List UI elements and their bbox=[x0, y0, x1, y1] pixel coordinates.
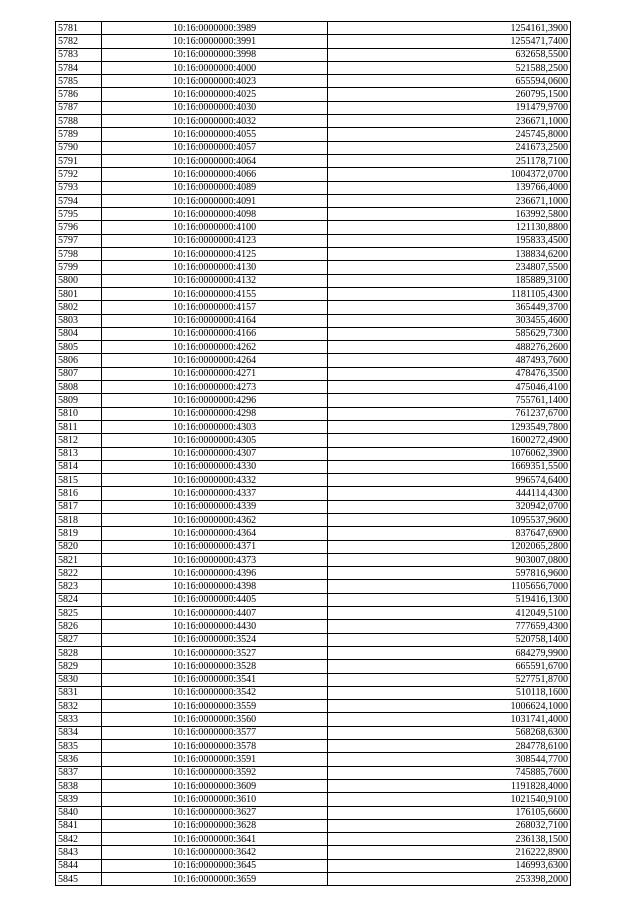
row-number-cell: 5832 bbox=[56, 700, 102, 713]
row-number-cell: 5829 bbox=[56, 660, 102, 673]
row-number-cell: 5819 bbox=[56, 527, 102, 540]
table-row bbox=[56, 513, 571, 526]
cadastral-number-cell: 10:16:0000000:3592 bbox=[102, 766, 328, 779]
table-row bbox=[56, 779, 571, 792]
cadastral-number-cell: 10:16:0000000:4330 bbox=[102, 460, 328, 473]
table-row bbox=[56, 381, 571, 394]
cadastral-number-cell: 10:16:0000000:4339 bbox=[102, 500, 328, 513]
table-row bbox=[56, 248, 571, 261]
table-row bbox=[56, 873, 571, 886]
table-row bbox=[56, 527, 571, 540]
row-number-cell: 5823 bbox=[56, 580, 102, 593]
amount-cell: 268032,7100 bbox=[328, 819, 571, 832]
amount-cell: 251178,7100 bbox=[328, 154, 571, 167]
amount-cell: 488276,2600 bbox=[328, 341, 571, 354]
cadastral-number-cell: 10:16:0000000:3609 bbox=[102, 779, 328, 792]
row-number-cell: 5792 bbox=[56, 168, 102, 181]
cadastral-number-cell: 10:16:0000000:4025 bbox=[102, 88, 328, 101]
data-table bbox=[55, 21, 571, 886]
row-number-cell: 5831 bbox=[56, 686, 102, 699]
row-number-cell: 5802 bbox=[56, 301, 102, 314]
row-number-cell: 5794 bbox=[56, 194, 102, 207]
table-row bbox=[56, 367, 571, 380]
cadastral-number-cell: 10:16:0000000:3989 bbox=[102, 22, 328, 35]
row-number-cell: 5817 bbox=[56, 500, 102, 513]
cadastral-number-cell: 10:16:0000000:4396 bbox=[102, 567, 328, 580]
table-row bbox=[56, 833, 571, 846]
table-row bbox=[56, 726, 571, 739]
amount-cell: 837647,6900 bbox=[328, 527, 571, 540]
row-number-cell: 5798 bbox=[56, 248, 102, 261]
row-number-cell: 5818 bbox=[56, 513, 102, 526]
table-row bbox=[56, 327, 571, 340]
cadastral-number-cell: 10:16:0000000:4307 bbox=[102, 447, 328, 460]
amount-cell: 308544,7700 bbox=[328, 753, 571, 766]
amount-cell: 510118,1600 bbox=[328, 686, 571, 699]
cadastral-number-cell: 10:16:0000000:4262 bbox=[102, 341, 328, 354]
amount-cell: 632658,5500 bbox=[328, 48, 571, 61]
amount-cell: 1031741,4000 bbox=[328, 713, 571, 726]
row-number-cell: 5812 bbox=[56, 434, 102, 447]
amount-cell: 585629,7300 bbox=[328, 327, 571, 340]
amount-cell: 755761,1400 bbox=[328, 394, 571, 407]
row-number-cell: 5806 bbox=[56, 354, 102, 367]
table-row bbox=[56, 194, 571, 207]
amount-cell: 138834,6200 bbox=[328, 248, 571, 261]
cadastral-number-cell: 10:16:0000000:4407 bbox=[102, 607, 328, 620]
table-row bbox=[56, 580, 571, 593]
row-number-cell: 5816 bbox=[56, 487, 102, 500]
cadastral-number-cell: 10:16:0000000:3559 bbox=[102, 700, 328, 713]
row-number-cell: 5842 bbox=[56, 833, 102, 846]
table-row bbox=[56, 713, 571, 726]
cadastral-number-cell: 10:16:0000000:4362 bbox=[102, 513, 328, 526]
table-row bbox=[56, 474, 571, 487]
cadastral-number-cell: 10:16:0000000:3627 bbox=[102, 806, 328, 819]
amount-cell: 1095537,9600 bbox=[328, 513, 571, 526]
row-number-cell: 5828 bbox=[56, 646, 102, 659]
table-row bbox=[56, 75, 571, 88]
cadastral-number-cell: 10:16:0000000:3610 bbox=[102, 793, 328, 806]
row-number-cell: 5844 bbox=[56, 859, 102, 872]
table-row bbox=[56, 500, 571, 513]
amount-cell: 1255471,7400 bbox=[328, 35, 571, 48]
row-number-cell: 5820 bbox=[56, 540, 102, 553]
amount-cell: 1202065,2800 bbox=[328, 540, 571, 553]
row-number-cell: 5810 bbox=[56, 407, 102, 420]
table-row bbox=[56, 115, 571, 128]
amount-cell: 236671,1000 bbox=[328, 115, 571, 128]
amount-cell: 487493,7600 bbox=[328, 354, 571, 367]
table-row bbox=[56, 766, 571, 779]
amount-cell: 1105656,7000 bbox=[328, 580, 571, 593]
cadastral-number-cell: 10:16:0000000:4364 bbox=[102, 527, 328, 540]
row-number-cell: 5786 bbox=[56, 88, 102, 101]
cadastral-number-cell: 10:16:0000000:4273 bbox=[102, 381, 328, 394]
cadastral-number-cell: 10:16:0000000:4000 bbox=[102, 61, 328, 74]
cadastral-number-cell: 10:16:0000000:3641 bbox=[102, 833, 328, 846]
table-row bbox=[56, 567, 571, 580]
row-number-cell: 5796 bbox=[56, 221, 102, 234]
table-row bbox=[56, 487, 571, 500]
table-row bbox=[56, 88, 571, 101]
row-number-cell: 5790 bbox=[56, 141, 102, 154]
cadastral-number-cell: 10:16:0000000:4132 bbox=[102, 274, 328, 287]
cadastral-number-cell: 10:16:0000000:4166 bbox=[102, 327, 328, 340]
cadastral-number-cell: 10:16:0000000:4303 bbox=[102, 420, 328, 433]
cadastral-number-cell: 10:16:0000000:4271 bbox=[102, 367, 328, 380]
cadastral-number-cell: 10:16:0000000:3578 bbox=[102, 740, 328, 753]
cadastral-number-cell: 10:16:0000000:4125 bbox=[102, 248, 328, 261]
cadastral-number-cell: 10:16:0000000:4032 bbox=[102, 115, 328, 128]
cadastral-number-cell: 10:16:0000000:3991 bbox=[102, 35, 328, 48]
table-row bbox=[56, 740, 571, 753]
cadastral-number-cell: 10:16:0000000:4298 bbox=[102, 407, 328, 420]
table-row bbox=[56, 646, 571, 659]
amount-cell: 996574,6400 bbox=[328, 474, 571, 487]
amount-cell: 245745,8000 bbox=[328, 128, 571, 141]
cadastral-number-cell: 10:16:0000000:3542 bbox=[102, 686, 328, 699]
table-row bbox=[56, 819, 571, 832]
table-row bbox=[56, 686, 571, 699]
amount-cell: 475046,4100 bbox=[328, 381, 571, 394]
amount-cell: 745885,7600 bbox=[328, 766, 571, 779]
amount-cell: 597816,9600 bbox=[328, 567, 571, 580]
table-row bbox=[56, 48, 571, 61]
amount-cell: 195833,4500 bbox=[328, 234, 571, 247]
cadastral-number-cell: 10:16:0000000:3560 bbox=[102, 713, 328, 726]
table-row bbox=[56, 633, 571, 646]
table-body bbox=[56, 22, 571, 886]
row-number-cell: 5836 bbox=[56, 753, 102, 766]
amount-cell: 527751,8700 bbox=[328, 673, 571, 686]
amount-cell: 1004372,0700 bbox=[328, 168, 571, 181]
amount-cell: 260795,1500 bbox=[328, 88, 571, 101]
table-row bbox=[56, 673, 571, 686]
amount-cell: 1006624,1000 bbox=[328, 700, 571, 713]
row-number-cell: 5815 bbox=[56, 474, 102, 487]
cadastral-number-cell: 10:16:0000000:3591 bbox=[102, 753, 328, 766]
row-number-cell: 5784 bbox=[56, 61, 102, 74]
row-number-cell: 5801 bbox=[56, 287, 102, 300]
table-row bbox=[56, 154, 571, 167]
table-row bbox=[56, 341, 571, 354]
table-row bbox=[56, 447, 571, 460]
cadastral-number-cell: 10:16:0000000:4123 bbox=[102, 234, 328, 247]
amount-cell: 139766,4000 bbox=[328, 181, 571, 194]
table-row bbox=[56, 141, 571, 154]
row-number-cell: 5803 bbox=[56, 314, 102, 327]
cadastral-number-cell: 10:16:0000000:3528 bbox=[102, 660, 328, 673]
cadastral-number-cell: 10:16:0000000:4064 bbox=[102, 154, 328, 167]
row-number-cell: 5797 bbox=[56, 234, 102, 247]
table-row bbox=[56, 553, 571, 566]
table-row bbox=[56, 61, 571, 74]
cadastral-number-cell: 10:16:0000000:4157 bbox=[102, 301, 328, 314]
cadastral-number-cell: 10:16:0000000:4264 bbox=[102, 354, 328, 367]
row-number-cell: 5811 bbox=[56, 420, 102, 433]
table-row bbox=[56, 859, 571, 872]
amount-cell: 1600272,4900 bbox=[328, 434, 571, 447]
table-row bbox=[56, 261, 571, 274]
table-row bbox=[56, 434, 571, 447]
row-number-cell: 5824 bbox=[56, 593, 102, 606]
cadastral-number-cell: 10:16:0000000:4066 bbox=[102, 168, 328, 181]
amount-cell: 521588,2500 bbox=[328, 61, 571, 74]
cadastral-number-cell: 10:16:0000000:3527 bbox=[102, 646, 328, 659]
table-row bbox=[56, 593, 571, 606]
cadastral-number-cell: 10:16:0000000:3628 bbox=[102, 819, 328, 832]
amount-cell: 121130,8800 bbox=[328, 221, 571, 234]
table-row bbox=[56, 806, 571, 819]
table-row bbox=[56, 700, 571, 713]
row-number-cell: 5809 bbox=[56, 394, 102, 407]
row-number-cell: 5804 bbox=[56, 327, 102, 340]
amount-cell: 444114,4300 bbox=[328, 487, 571, 500]
table-row bbox=[56, 234, 571, 247]
cadastral-number-cell: 10:16:0000000:3541 bbox=[102, 673, 328, 686]
cadastral-number-cell: 10:16:0000000:4430 bbox=[102, 620, 328, 633]
row-number-cell: 5838 bbox=[56, 779, 102, 792]
amount-cell: 568268,6300 bbox=[328, 726, 571, 739]
amount-cell: 1181105,4300 bbox=[328, 287, 571, 300]
row-number-cell: 5781 bbox=[56, 22, 102, 35]
row-number-cell: 5814 bbox=[56, 460, 102, 473]
cadastral-number-cell: 10:16:0000000:4332 bbox=[102, 474, 328, 487]
amount-cell: 303455,4600 bbox=[328, 314, 571, 327]
row-number-cell: 5808 bbox=[56, 381, 102, 394]
row-number-cell: 5833 bbox=[56, 713, 102, 726]
cadastral-number-cell: 10:16:0000000:3645 bbox=[102, 859, 328, 872]
amount-cell: 365449,3700 bbox=[328, 301, 571, 314]
table-row bbox=[56, 101, 571, 114]
row-number-cell: 5807 bbox=[56, 367, 102, 380]
amount-cell: 236671,1000 bbox=[328, 194, 571, 207]
row-number-cell: 5783 bbox=[56, 48, 102, 61]
amount-cell: 216222,8900 bbox=[328, 846, 571, 859]
row-number-cell: 5827 bbox=[56, 633, 102, 646]
cadastral-number-cell: 10:16:0000000:3642 bbox=[102, 846, 328, 859]
table-row bbox=[56, 407, 571, 420]
row-number-cell: 5800 bbox=[56, 274, 102, 287]
table-row bbox=[56, 846, 571, 859]
row-number-cell: 5839 bbox=[56, 793, 102, 806]
amount-cell: 1076062,3900 bbox=[328, 447, 571, 460]
row-number-cell: 5793 bbox=[56, 181, 102, 194]
cadastral-number-cell: 10:16:0000000:3998 bbox=[102, 48, 328, 61]
cadastral-number-cell: 10:16:0000000:4055 bbox=[102, 128, 328, 141]
amount-cell: 478476,3500 bbox=[328, 367, 571, 380]
amount-cell: 253398,2000 bbox=[328, 873, 571, 886]
cadastral-number-cell: 10:16:0000000:4296 bbox=[102, 394, 328, 407]
table-row bbox=[56, 35, 571, 48]
cadastral-number-cell: 10:16:0000000:4373 bbox=[102, 553, 328, 566]
amount-cell: 191479,9700 bbox=[328, 101, 571, 114]
amount-cell: 320942,0700 bbox=[328, 500, 571, 513]
amount-cell: 665591,6700 bbox=[328, 660, 571, 673]
table-row bbox=[56, 168, 571, 181]
cadastral-number-cell: 10:16:0000000:3577 bbox=[102, 726, 328, 739]
row-number-cell: 5789 bbox=[56, 128, 102, 141]
row-number-cell: 5795 bbox=[56, 208, 102, 221]
amount-cell: 412049,5100 bbox=[328, 607, 571, 620]
amount-cell: 234807,5500 bbox=[328, 261, 571, 274]
cadastral-number-cell: 10:16:0000000:4398 bbox=[102, 580, 328, 593]
row-number-cell: 5788 bbox=[56, 115, 102, 128]
amount-cell: 241673,2500 bbox=[328, 141, 571, 154]
cadastral-number-cell: 10:16:0000000:4405 bbox=[102, 593, 328, 606]
row-number-cell: 5805 bbox=[56, 341, 102, 354]
row-number-cell: 5841 bbox=[56, 819, 102, 832]
amount-cell: 519416,1300 bbox=[328, 593, 571, 606]
table-row bbox=[56, 274, 571, 287]
cadastral-number-cell: 10:16:0000000:4057 bbox=[102, 141, 328, 154]
table-row bbox=[56, 354, 571, 367]
amount-cell: 684279,9900 bbox=[328, 646, 571, 659]
row-number-cell: 5821 bbox=[56, 553, 102, 566]
row-number-cell: 5845 bbox=[56, 873, 102, 886]
table-row bbox=[56, 607, 571, 620]
table-row bbox=[56, 620, 571, 633]
amount-cell: 163992,5800 bbox=[328, 208, 571, 221]
table-row bbox=[56, 287, 571, 300]
table-row bbox=[56, 314, 571, 327]
row-number-cell: 5813 bbox=[56, 447, 102, 460]
amount-cell: 1191828,4000 bbox=[328, 779, 571, 792]
table-row bbox=[56, 394, 571, 407]
table-row bbox=[56, 660, 571, 673]
row-number-cell: 5799 bbox=[56, 261, 102, 274]
cadastral-number-cell: 10:16:0000000:4089 bbox=[102, 181, 328, 194]
cadastral-number-cell: 10:16:0000000:4337 bbox=[102, 487, 328, 500]
table-row bbox=[56, 793, 571, 806]
cadastral-number-cell: 10:16:0000000:4371 bbox=[102, 540, 328, 553]
row-number-cell: 5825 bbox=[56, 607, 102, 620]
amount-cell: 777659,4300 bbox=[328, 620, 571, 633]
cadastral-number-cell: 10:16:0000000:4130 bbox=[102, 261, 328, 274]
row-number-cell: 5791 bbox=[56, 154, 102, 167]
table-row bbox=[56, 181, 571, 194]
table-row bbox=[56, 221, 571, 234]
amount-cell: 1669351,5500 bbox=[328, 460, 571, 473]
table-row bbox=[56, 420, 571, 433]
cadastral-number-cell: 10:16:0000000:3524 bbox=[102, 633, 328, 646]
table-row bbox=[56, 301, 571, 314]
cadastral-number-cell: 10:16:0000000:4164 bbox=[102, 314, 328, 327]
row-number-cell: 5840 bbox=[56, 806, 102, 819]
cadastral-number-cell: 10:16:0000000:4305 bbox=[102, 434, 328, 447]
amount-cell: 903007,0800 bbox=[328, 553, 571, 566]
row-number-cell: 5782 bbox=[56, 35, 102, 48]
amount-cell: 1254161,3900 bbox=[328, 22, 571, 35]
amount-cell: 185889,3100 bbox=[328, 274, 571, 287]
table-row bbox=[56, 128, 571, 141]
table-row bbox=[56, 22, 571, 35]
amount-cell: 146993,6300 bbox=[328, 859, 571, 872]
amount-cell: 1021540,9100 bbox=[328, 793, 571, 806]
cadastral-number-cell: 10:16:0000000:4155 bbox=[102, 287, 328, 300]
table-row bbox=[56, 460, 571, 473]
row-number-cell: 5837 bbox=[56, 766, 102, 779]
amount-cell: 284778,6100 bbox=[328, 740, 571, 753]
table-row bbox=[56, 540, 571, 553]
cadastral-number-cell: 10:16:0000000:4023 bbox=[102, 75, 328, 88]
amount-cell: 761237,6700 bbox=[328, 407, 571, 420]
row-number-cell: 5787 bbox=[56, 101, 102, 114]
row-number-cell: 5843 bbox=[56, 846, 102, 859]
cadastral-number-cell: 10:16:0000000:4030 bbox=[102, 101, 328, 114]
row-number-cell: 5835 bbox=[56, 740, 102, 753]
row-number-cell: 5826 bbox=[56, 620, 102, 633]
row-number-cell: 5834 bbox=[56, 726, 102, 739]
row-number-cell: 5830 bbox=[56, 673, 102, 686]
row-number-cell: 5822 bbox=[56, 567, 102, 580]
cadastral-number-cell: 10:16:0000000:4098 bbox=[102, 208, 328, 221]
cadastral-number-cell: 10:16:0000000:3659 bbox=[102, 873, 328, 886]
table-row bbox=[56, 753, 571, 766]
cadastral-number-cell: 10:16:0000000:4091 bbox=[102, 194, 328, 207]
amount-cell: 236138,1500 bbox=[328, 833, 571, 846]
amount-cell: 1293549,7800 bbox=[328, 420, 571, 433]
table-row bbox=[56, 208, 571, 221]
amount-cell: 176105,6600 bbox=[328, 806, 571, 819]
cadastral-number-cell: 10:16:0000000:4100 bbox=[102, 221, 328, 234]
amount-cell: 520758,1400 bbox=[328, 633, 571, 646]
amount-cell: 655594,0600 bbox=[328, 75, 571, 88]
row-number-cell: 5785 bbox=[56, 75, 102, 88]
